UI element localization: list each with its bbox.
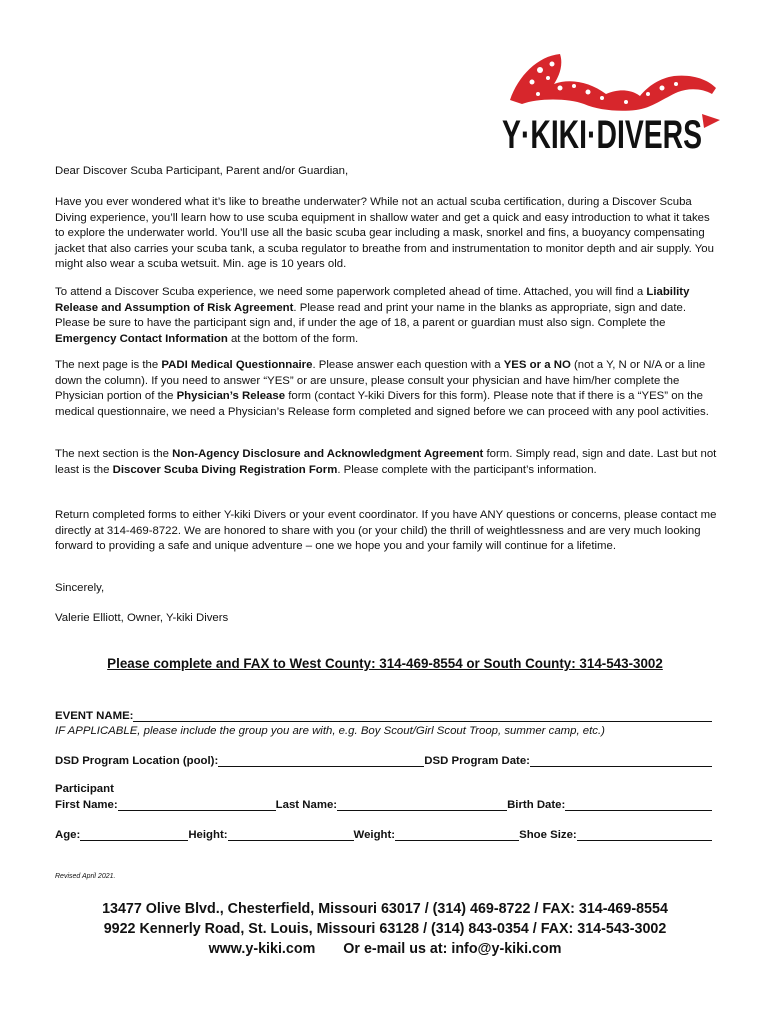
chesterfield-address: 13477 Olive Blvd., Chesterfield, Missouri 63017 / (314) 469-8722 / FAX: 314-469-8554 bbox=[102, 901, 668, 917]
date-label: DSD Program Date: bbox=[424, 755, 530, 767]
date-field[interactable] bbox=[530, 754, 712, 767]
closing: Sincerely, bbox=[55, 582, 105, 594]
shoe-size-field[interactable] bbox=[577, 828, 712, 841]
last-name-label: Last Name: bbox=[275, 799, 338, 811]
return-forms-paragraph: Return completed forms to either Y-kiki Divers or your event coordinator. If you have ANY questions or concerns, please contact me directly at 314-469-8722. We are honored to share with you (or your child) the thrill of weightlessness and are very much looking forward to providing a safe and unique adventure – one we hope you and your family will continue for a lifetime. bbox=[55, 509, 717, 553]
event-name-field[interactable] bbox=[133, 709, 712, 722]
st-louis-address: 9922 Kennerly Road, St. Louis, Missouri 63128 / (314) 843-0354 / FAX: 314-543-3002 bbox=[103, 921, 667, 937]
y-kiki-divers-logo bbox=[498, 48, 722, 158]
dsd-program-row bbox=[55, 754, 712, 767]
email-contact[interactable]: Or e-mail us at: info@y-kiki.com bbox=[343, 941, 562, 957]
height-label: Height: bbox=[188, 829, 228, 841]
location-field[interactable] bbox=[218, 754, 424, 767]
revision-note: Revised April 2021. bbox=[55, 873, 116, 880]
participant-stats-row bbox=[55, 828, 712, 841]
disclosure-paragraph: The next section is the Non-Agency Disclosure and Acknowledgment Agreement form. Simply read, sign and date. Last but not least is the Discover Scuba Diving Registration Form. Please complete with the participant’s information. bbox=[55, 448, 717, 476]
registration-form-title: Discover Scuba Diving Registration Form bbox=[112, 463, 338, 476]
weight-field[interactable] bbox=[395, 828, 519, 841]
emergency-contact-title: Emergency Contact Information bbox=[55, 332, 228, 345]
non-agency-disclosure-title: Non-Agency Disclosure and Acknowledgment Agreement bbox=[172, 448, 484, 460]
event-name-label: EVENT NAME: bbox=[55, 710, 134, 722]
medical-questionnaire-title: PADI Medical Questionnaire bbox=[161, 359, 313, 371]
contact-line bbox=[0, 941, 770, 957]
salutation: Dear Discover Scuba Participant, Parent and/or Guardian, bbox=[55, 165, 349, 177]
age-label: Age: bbox=[55, 829, 81, 841]
fax-instructions: Please complete and FAX to West County: 314-469-8554 or South County: 314-543-3002 bbox=[107, 656, 663, 671]
yes-no-emphasis: YES or a NO bbox=[503, 359, 571, 371]
location-label: DSD Program Location (pool): bbox=[55, 755, 219, 767]
participant-name-row bbox=[55, 798, 712, 811]
signature: Valerie Elliott, Owner, Y-kiki Divers bbox=[55, 612, 229, 624]
physicians-release-title: Physician’s Release bbox=[176, 390, 286, 403]
event-name-row bbox=[55, 709, 712, 722]
website-link[interactable]: www.y-kiki.com bbox=[208, 941, 316, 957]
logo-fish-shape bbox=[510, 54, 716, 111]
dive-flag-icon bbox=[702, 114, 720, 128]
paperwork-paragraph: To attend a Discover Scuba experience, we need some paperwork completed ahead of time. Attached, you will find a Liability Release and Assumption of Risk Agreement. Please read and print your name in the blanks as appropriate, sign and date. Please be sure to have the participant sign and, if under the age of 18, a parent or guardian must also sign. Complete the Emergency Contact Information at the bottom of the form. bbox=[55, 286, 690, 345]
birth-date-field[interactable] bbox=[565, 798, 712, 811]
weight-label: Weight: bbox=[353, 829, 396, 841]
last-name-field[interactable] bbox=[337, 798, 507, 811]
intro-paragraph: Have you ever wondered what it’s like to breathe underwater? While not an actual scuba certification, during a Discover Scuba Diving experience, you’ll learn how to use scuba equipment in shallow water and get a quick and easy introduction to what it takes to explore the underwater world. You’ll use all the basic scuba gear including a mask, snorkel and fins, a buoyancy compensating jacket that also carries your scuba tank, a scuba regulator to breathe from and instrumentation to monitor depth and air supply. You might also wear a scuba wetsuit. Min. age is 10 years old. bbox=[55, 196, 714, 271]
birth-date-label: Birth Date: bbox=[507, 799, 566, 811]
liability-release-title: Liability Release and Assumption of Risk Agreement bbox=[55, 286, 690, 314]
height-field[interactable] bbox=[228, 828, 354, 841]
shoe-size-label: Shoe Size: bbox=[519, 829, 577, 841]
medical-paragraph: The next page is the PADI Medical Questionnaire. Please answer each question with a YES or a NO (not a Y, N or N/A or a line down the column). If you need to answer “YES” or are unsure, please consult your physician and have him/her complete the Physician portion of the Physician’s Release form (contact Y-kiki Divers for this form). Please note that if there is a “YES” on the medical questionnaire, we need a Physician’s Release form completed and signed before we can proceed with any pool activities. bbox=[55, 359, 709, 418]
event-name-note: IF APPLICABLE, please include the group you are with, e.g. Boy Scout/Girl Scout Troop, summer camp, etc.) bbox=[55, 725, 605, 737]
participant-label: Participant bbox=[55, 783, 114, 795]
logo-wordmark: Y·KIKI·DIVERS bbox=[502, 113, 702, 157]
first-name-label: First Name: bbox=[55, 799, 118, 811]
age-field[interactable] bbox=[80, 828, 188, 841]
first-name-field[interactable] bbox=[118, 798, 276, 811]
